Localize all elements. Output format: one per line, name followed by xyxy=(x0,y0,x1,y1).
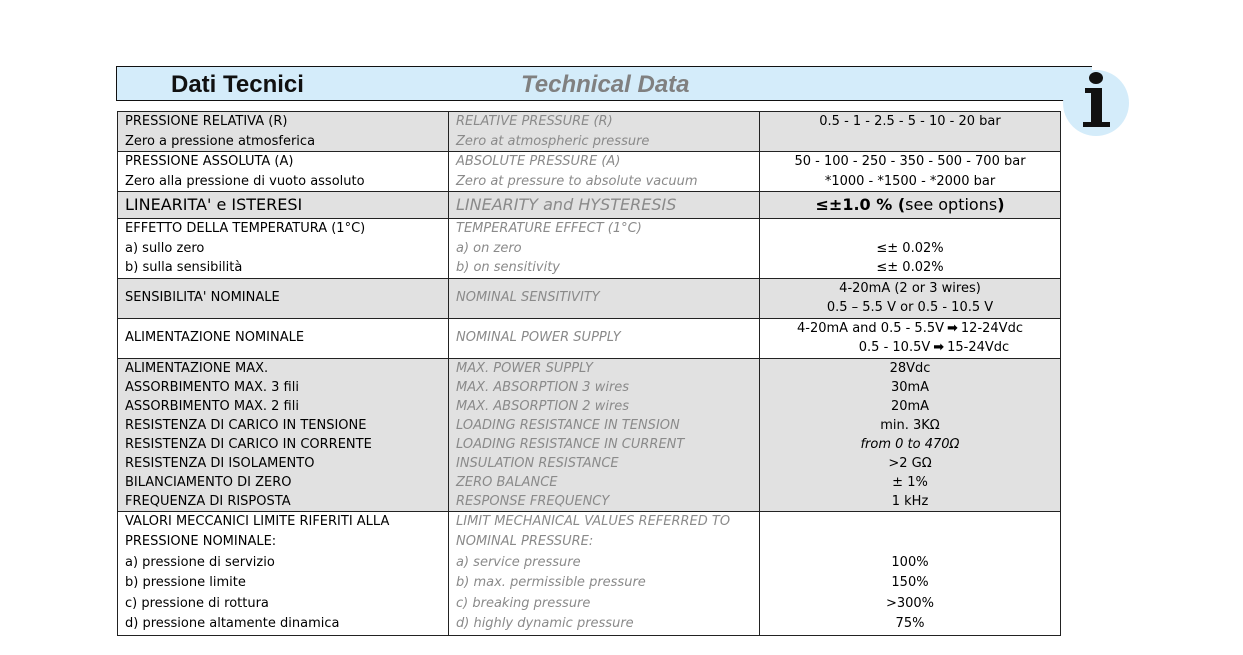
cell-en xyxy=(449,511,760,635)
text: d) pressione altamente dinamica xyxy=(125,616,340,631)
row-relative-pressure xyxy=(118,112,1061,152)
cell-value xyxy=(760,192,1061,219)
text: b) max. permissible pressure xyxy=(456,575,646,590)
text: RESISTENZA DI CARICO IN CORRENTE xyxy=(125,436,372,452)
text: a) sullo zero xyxy=(125,240,205,256)
cell-value xyxy=(760,358,1061,511)
text: c) pressione di rottura xyxy=(125,595,269,611)
row-electrical-specs xyxy=(118,358,1061,511)
text: RESISTENZA DI CARICO IN TENSIONE xyxy=(125,417,367,433)
text: RESPONSE FREQUENCY xyxy=(456,493,610,509)
text: MAX. ABSORPTION 3 wires xyxy=(456,379,630,395)
text: see options xyxy=(905,195,998,214)
cell-value xyxy=(760,318,1061,358)
text: from 0 to 470Ω xyxy=(860,436,960,452)
info-icon xyxy=(1063,70,1129,136)
text: NOMINAL PRESSURE: xyxy=(456,534,594,549)
title-italian: Dati Tecnici xyxy=(171,71,304,98)
text: ASSORBIMENTO MAX. 3 fili xyxy=(125,379,299,395)
technical-data-table xyxy=(117,111,1061,636)
text: 50 - 100 - 250 - 350 - 500 - 700 bar xyxy=(794,154,1026,169)
header-band xyxy=(116,66,1092,101)
text: 12-24Vdc xyxy=(960,320,1023,336)
text: BILANCIAMENTO DI ZERO xyxy=(125,474,292,490)
text: LIMIT MECHANICAL VALUES REFERRED TO xyxy=(456,513,731,529)
text: a) pressione di servizio xyxy=(125,554,275,570)
text: *1000 - *1500 - *2000 bar xyxy=(824,173,996,189)
row-temperature-effect xyxy=(118,219,1061,279)
text: 15-24Vdc xyxy=(947,340,1010,355)
text: >300% xyxy=(885,595,935,611)
cell-en: LINEARITY and HYSTERESIS xyxy=(449,192,760,219)
row-absolute-pressure xyxy=(118,152,1061,192)
text: LOADING RESISTANCE IN CURRENT xyxy=(456,436,685,452)
text: EFFETTO DELLA TEMPERATURA (1°C) xyxy=(125,221,366,236)
row-mechanical-limits xyxy=(118,511,1061,635)
text: b) sulla sensibilità xyxy=(125,260,243,275)
text: ALIMENTAZIONE MAX. xyxy=(125,360,269,376)
cell-value: 0.5 - 1 - 2.5 - 5 - 10 - 20 bar xyxy=(760,112,1061,152)
cell-value xyxy=(760,511,1061,635)
text: TEMPERATURE EFFECT (1°C) xyxy=(456,221,642,236)
text: RELATIVE PRESSURE (R) xyxy=(456,114,613,129)
cell-it: ALIMENTAZIONE NOMINALE xyxy=(118,318,449,358)
text: 75% xyxy=(895,616,925,631)
arrow-right-icon: ➡ xyxy=(933,340,945,355)
text: 4-20mA and 0.5 - 5.5V xyxy=(797,320,944,336)
text: b) on sensitivity xyxy=(456,260,560,275)
text: 30mA xyxy=(890,379,930,395)
text: PRESSIONE RELATIVA (R) xyxy=(125,114,288,129)
text: ≤±1.0 % ( xyxy=(815,195,906,214)
title-english: Technical Data xyxy=(521,71,690,98)
row-nominal-sensitivity xyxy=(118,278,1061,318)
cell-it xyxy=(118,152,449,192)
text: ZERO BALANCE xyxy=(456,474,558,490)
info-icon-stem xyxy=(1091,88,1102,124)
text: LOADING RESISTANCE IN TENSION xyxy=(456,417,680,433)
text: Zero at atmospheric pressure xyxy=(456,133,650,149)
cell-it: SENSIBILITA' NOMINALE xyxy=(118,278,449,318)
cell-it xyxy=(118,511,449,635)
cell-value xyxy=(760,152,1061,192)
text: 150% xyxy=(891,575,929,590)
text: 1 kHz xyxy=(891,493,929,509)
text: b) pressione limite xyxy=(125,575,246,590)
text: c) breaking pressure xyxy=(456,595,591,611)
cell-en xyxy=(449,152,760,192)
text: d) highly dynamic pressure xyxy=(456,616,634,631)
info-icon-dot xyxy=(1089,72,1103,84)
cell-en: NOMINAL SENSITIVITY xyxy=(449,278,760,318)
text: ≤± 0.02% xyxy=(876,240,944,256)
text: 4-20mA (2 or 3 wires) xyxy=(839,280,981,296)
cell-it xyxy=(118,219,449,279)
text: MAX. POWER SUPPLY xyxy=(456,360,593,376)
text: FREQUENZA DI RISPOSTA xyxy=(125,493,291,509)
cell-en xyxy=(449,358,760,511)
text: 0.5 - 10.5V xyxy=(858,340,931,355)
text: PRESSIONE NOMINALE: xyxy=(125,534,277,549)
text: a) on zero xyxy=(456,240,522,256)
text: >2 GΩ xyxy=(888,455,932,471)
text: ≤± 0.02% xyxy=(876,260,944,275)
row-linearity xyxy=(118,192,1061,219)
arrow-right-icon: ➡ xyxy=(947,320,958,336)
row-nominal-power-supply xyxy=(118,318,1061,358)
cell-en xyxy=(449,112,760,152)
cell-it xyxy=(118,358,449,511)
text: Zero a pressione atmosferica xyxy=(125,133,316,149)
text: RESISTENZA DI ISOLAMENTO xyxy=(125,455,315,471)
text: ABSOLUTE PRESSURE (A) xyxy=(456,154,621,169)
cell-en xyxy=(449,219,760,279)
text: ± 1% xyxy=(892,474,928,490)
text: INSULATION RESISTANCE xyxy=(456,455,619,471)
text: ASSORBIMENTO MAX. 2 fili xyxy=(125,398,299,414)
text: 100% xyxy=(891,554,929,570)
text: 28Vdc xyxy=(889,360,931,376)
text: Zero at pressure to absolute vacuum xyxy=(456,173,698,189)
text: Zero alla pressione di vuoto assoluto xyxy=(125,173,365,189)
text: VALORI MECCANICI LIMITE RIFERITI ALLA xyxy=(125,513,390,529)
cell-value xyxy=(760,219,1061,279)
cell-value xyxy=(760,278,1061,318)
text: 20mA xyxy=(890,398,930,414)
text: min. 3KΩ xyxy=(880,417,940,433)
cell-it xyxy=(118,112,449,152)
cell-en: NOMINAL POWER SUPPLY xyxy=(449,318,760,358)
text: ) xyxy=(997,195,1005,214)
text: a) service pressure xyxy=(456,554,581,570)
cell-it: LINEARITA' e ISTERESI xyxy=(118,192,449,219)
text: MAX. ABSORPTION 2 wires xyxy=(456,398,630,414)
text: 0.5 – 5.5 V or 0.5 - 10.5 V xyxy=(826,300,994,315)
text: PRESSIONE ASSOLUTA (A) xyxy=(125,154,294,169)
info-icon-base xyxy=(1083,122,1110,127)
